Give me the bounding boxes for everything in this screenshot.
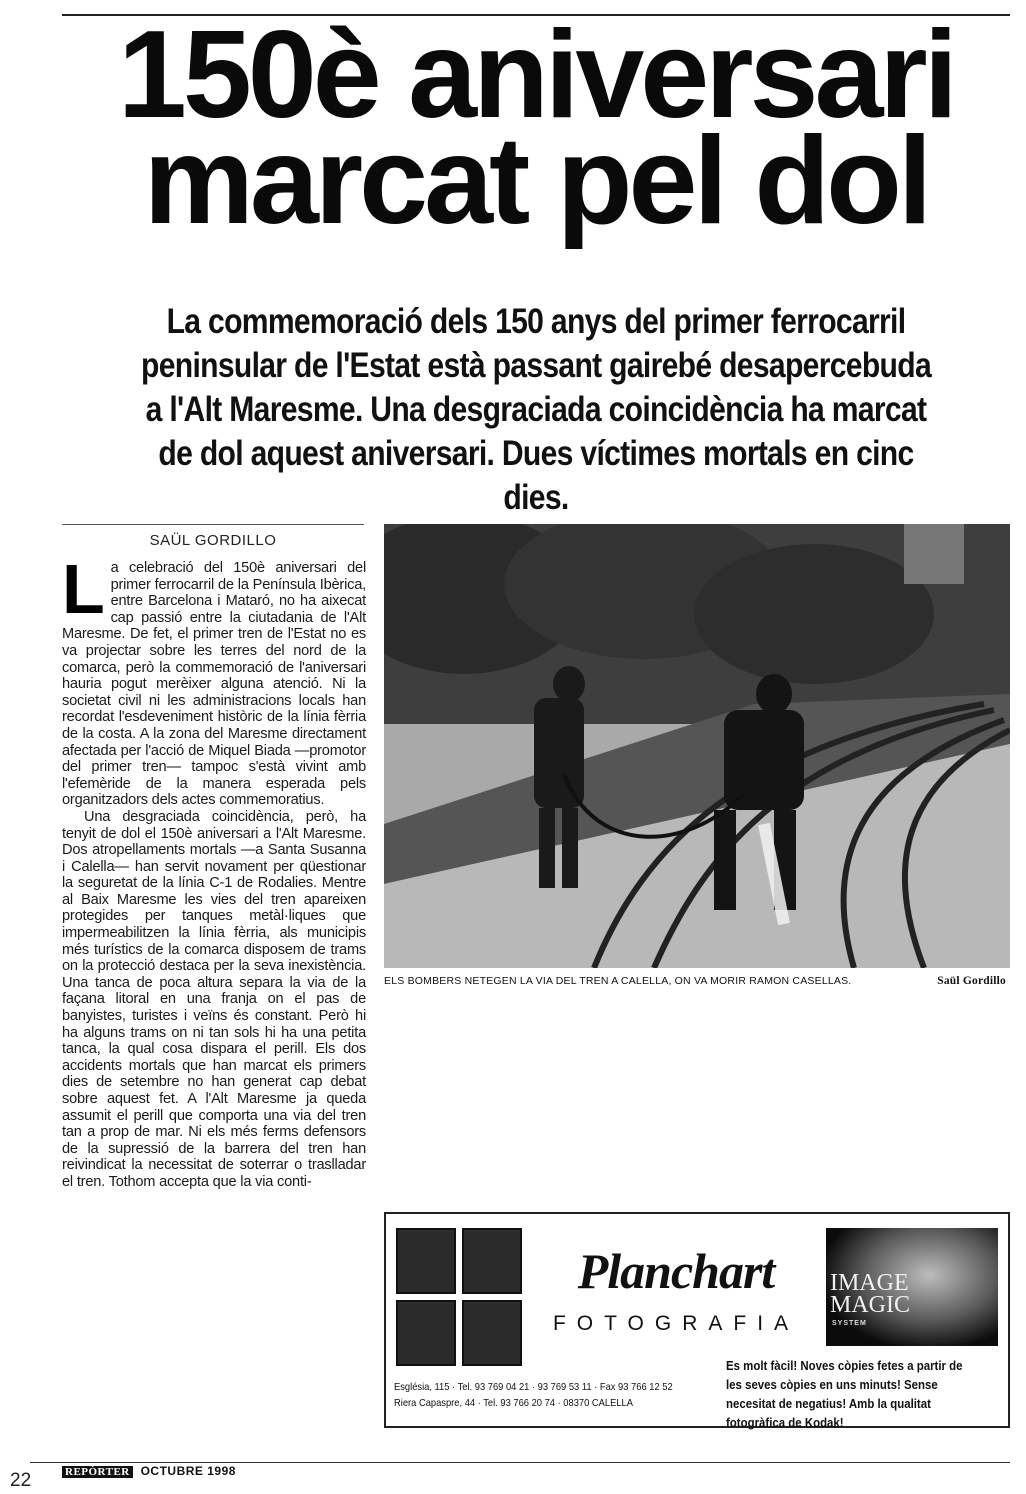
paragraph-1-text: a celebració del 150è aniversari del primer ferrocarril de la Península Ibèrica, entre Barcelona i Mataró, no ha aixecat cap passió entre la ciutadania de l'Alt Maresme. De fet, el primer tren de l'Estat no es va projectar sobre les terres del nord de la comarca, però la commemoració de l'aniversari hauria pogut merèixer alguna atenció. Ni la societat civil ni les administracions locals han recordat l'esdeveniment històric de la línia fèrria de la costa. A la zona del Maresme directament afectada per l'acció de Miquel Biada —promotor del primer tren— tampoc s'està vivint amb l'efemèride de la manera esperada pels organitzadors dels actes commemoratius. xyxy=(62,560,366,809)
publication-date: OCTUBRE 1998 xyxy=(140,1464,236,1478)
page-number: 22 xyxy=(10,1470,32,1491)
ad-square-1 xyxy=(396,1228,456,1294)
deck-subheadline: La commemoració dels 150 anys del primer ferrocarril peninsular de l'Estat està passant gairebé desapercebuda a l'Alt Maresme. Una desgraciada coincidència ha marcat de dol aquest aniversari. Dues víctimes mortals en cinc dies. xyxy=(140,302,931,517)
logo-line-1: IMAGE xyxy=(830,1270,909,1296)
logo-line-3: SYSTEM xyxy=(832,1320,867,1327)
footer-publication xyxy=(62,1464,236,1478)
headline-line-1: 150è aniversari xyxy=(117,6,955,144)
ad-square-4 xyxy=(462,1300,522,1366)
article-photo xyxy=(384,524,1010,968)
paragraph-1 xyxy=(62,550,366,809)
caption-text: ELS BOMBERS NETEGEN LA VIA DEL TREN A CALELLA, ON VA MORIR RAMON CASELLAS. xyxy=(384,975,852,987)
headline-line-2: marcat pel dol xyxy=(143,112,929,250)
ad-brand-name: Planchart xyxy=(577,1243,775,1299)
logo-line-2: MAGIC xyxy=(830,1292,911,1318)
publication-logo: REPÒRTER xyxy=(62,1466,133,1478)
drop-cap: L xyxy=(62,550,105,628)
ad-address-line-2: Riera Capaspre, 44 · Tel. 93 766 20 74 · 08370 CALELLA xyxy=(394,1398,633,1409)
ad-brand-subtitle: FOTOGRAFIA xyxy=(552,1312,800,1335)
byline: SAÜL GORDILLO xyxy=(149,532,277,549)
headline xyxy=(62,6,1010,250)
photo-credit: Saül Gordillo xyxy=(937,975,1006,987)
image-magic-logo xyxy=(826,1228,998,1346)
ad-address xyxy=(394,1380,691,1412)
ad-tagline: Es molt fàcil! Noves còpies fetes a partir de les seves còpies en uns minuts! Sense necesitat de negatius! Amb la qualitat fotogràfica de Kodak! xyxy=(726,1358,963,1430)
advertisement[interactable] xyxy=(384,1212,1010,1428)
byline-rule xyxy=(62,524,364,525)
ad-square-3 xyxy=(396,1300,456,1366)
ad-square-2 xyxy=(462,1228,522,1294)
footer-rule xyxy=(30,1462,1010,1463)
ad-address-line-1: Església, 115 · Tel. 93 769 04 21 · 93 769 53 11 · Fax 93 766 12 52 xyxy=(394,1382,673,1393)
railway-photo-illustration xyxy=(384,524,1010,968)
paragraph-2: Una desgraciada coincidència, però, ha tenyit de dol el 150è aniversari a l'Alt Maresme. Dos atropellaments mortals —a Santa Susanna i Calella— han servit novament per qüestionar la seguretat de la línia C-1 de Rodalies. Mentre al Baix Maresme les vies del tren apareixen protegides per tanques metàl·liques que impermeabilitzen la línia fèrria, als municipis més turístics de la comarca disposem de trams on la protecció destaca per la seva inexistència. Una tanca de poca altura separa la via de la façana litoral en una franja on el pas de banyistes, turistes i veïns és constant. Però hi ha alguns trams on ni tan sols hi ha una petita tanca, la qual cosa dispara el perill. Els dos accidents mortals que han marcat els primers dies de setembre no han generat cap debat sobre aquest fet. A l'Alt Maresme ja queda assumit el perill que comporta una via del tren tan a prop de mar. Ni els més ferms defensors de la supressió de la barrera del tren han reivindicat la necessitat de soterrar o traslladar el tren. Tothom accepta que la via conti- xyxy=(62,808,366,1190)
photo-caption xyxy=(384,975,1010,987)
article-body xyxy=(62,550,366,1191)
